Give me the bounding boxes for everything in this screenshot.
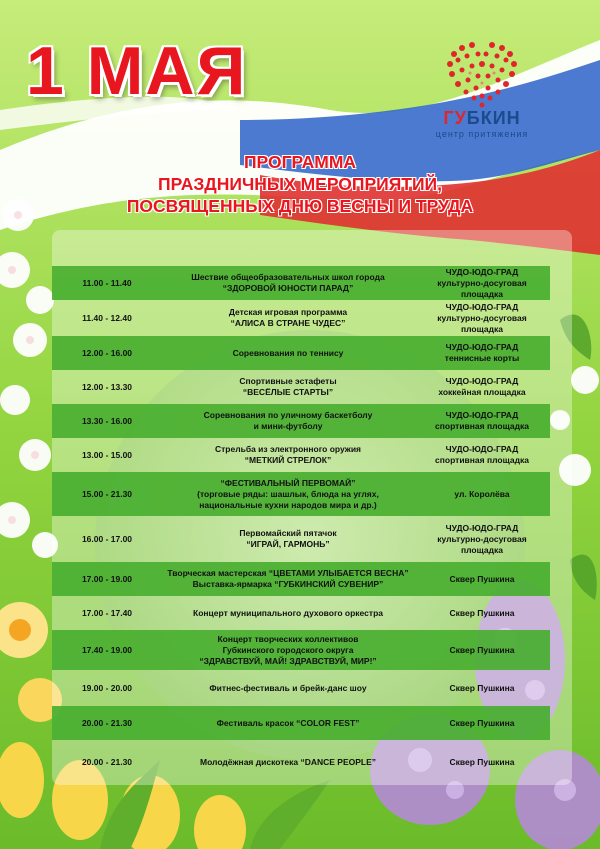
row-time: 12.00 - 13.30	[81, 382, 133, 392]
row-place: ЧУДО-ЮДО-ГРАД культурно-досуговая площадка	[437, 266, 527, 299]
row-time: 15.00 - 21.30	[81, 489, 133, 499]
row-place: Сквер Пушкина	[449, 682, 515, 693]
row-event: Спортивные эстафеты “ВЕСЁЛЫЕ СТАРТЫ”	[239, 376, 337, 397]
row-place: ЧУДО-ЮДО-ГРАД хоккейная площадка	[438, 376, 526, 397]
row-time: 17.40 - 19.00	[81, 645, 133, 655]
schedule-row	[52, 630, 550, 670]
schedule-row	[52, 516, 550, 562]
row-place: ЧУДО-ЮДО-ГРАД спортивная площадка	[435, 410, 529, 431]
row-event: Концерт творческих коллективов Губкинского городского округа “ЗДРАВСТВУЙ, МАЙ! ЗДРАВСТВУЙ, МИР!”	[199, 633, 377, 666]
schedule-row	[52, 562, 550, 596]
schedule-row	[52, 596, 550, 630]
logo-wordmark: ГУБКИН	[443, 108, 521, 128]
logo-subtitle: центр притяжения	[435, 129, 529, 139]
row-time: 13.30 - 16.00	[81, 416, 133, 426]
row-event: Фитнес-фестиваль и брейк-данс шоу	[209, 682, 367, 693]
row-place: ЧУДО-ЮДО-ГРАД культурно-досуговая площадка	[437, 522, 527, 555]
row-event: Соревнования по теннису	[232, 347, 344, 358]
schedule-row	[52, 370, 550, 404]
row-event: “ФЕСТИВАЛЬНЫЙ ПЕРВОМАЙ” (торговые ряды: шашлык, блюда на углях, национальные кухни народов мира и др.)	[197, 477, 379, 510]
schedule-row	[52, 404, 550, 438]
row-event: Первомайский пятачок “ИГРАЙ, ГАРМОНЬ”	[239, 528, 337, 549]
row-time: 17.00 - 17.40	[81, 608, 133, 618]
schedule-row	[52, 706, 550, 740]
row-time: 13.00 - 15.00	[81, 450, 133, 460]
row-place: ЧУДО-ЮДО-ГРАД спортивная площадка	[435, 444, 529, 465]
schedule-row	[52, 740, 550, 784]
schedule-row	[52, 670, 550, 706]
headline-date: 1 МАЯ	[26, 33, 248, 109]
row-time: 12.00 - 16.00	[81, 348, 133, 358]
schedule-row	[52, 336, 550, 370]
row-time: 20.00 - 21.30	[81, 757, 133, 767]
row-place: Сквер Пушкина	[449, 573, 515, 584]
row-place: Сквер Пушкина	[449, 644, 515, 655]
program-title	[40, 151, 560, 217]
row-place: ЧУДО-ЮДО-ГРАД теннисные корты	[444, 342, 520, 363]
title-line: ПОСВЯЩЕННЫХ ДНЮ ВЕСНЫ И ТРУДА	[126, 196, 474, 216]
row-time: 11.40 - 12.40	[82, 313, 132, 323]
schedule-row	[52, 300, 550, 336]
row-event: Молодёжная дискотека “DANCE PEOPLE”	[199, 756, 377, 767]
row-event: Стрельба из электронного оружия “МЕТКИЙ СТРЕЛОК”	[214, 444, 362, 465]
row-time: 17.00 - 19.00	[81, 574, 133, 584]
schedule-row	[52, 266, 550, 300]
schedule-row	[52, 472, 550, 516]
row-time: 19.00 - 20.00	[81, 683, 133, 693]
row-event: Шествие общеобразовательных школ города “ЗДОРОВОЙ ЮНОСТИ ПАРАД”	[191, 272, 385, 293]
schedule-row	[52, 438, 550, 472]
row-time: 11.00 - 11.40	[82, 278, 132, 288]
row-time: 20.00 - 21.30	[81, 718, 133, 728]
row-event: Детская игровая программа “АЛИСА В СТРАНЕ ЧУДЕС”	[228, 307, 348, 328]
title-line: ПРАЗДНИЧНЫХ МЕРОПРИЯТИЙ,	[157, 174, 443, 194]
row-event: Концерт муниципального духового оркестра	[193, 607, 383, 618]
row-place: Сквер Пушкина	[449, 756, 515, 767]
row-place: Сквер Пушкина	[449, 717, 515, 728]
row-event: Творческая мастерская “ЦВЕТАМИ УЛЫБАЕТСЯ ВЕСНА” Выставка-ярмарка “ГУБКИНСКИЙ СУВЕНИР”	[167, 568, 409, 589]
row-time: 16.00 - 17.00	[81, 534, 133, 544]
row-event: Фестиваль красок “COLOR FEST”	[216, 717, 360, 728]
row-place: ул. Королёва	[454, 488, 510, 499]
title-line: ПРОГРАММА	[243, 152, 357, 172]
row-place: ЧУДО-ЮДО-ГРАД культурно-досуговая площадка	[437, 301, 527, 334]
row-event: Соревнования по уличному баскетболу и мини-футболу	[203, 410, 373, 431]
row-place: Сквер Пушкина	[449, 607, 515, 618]
